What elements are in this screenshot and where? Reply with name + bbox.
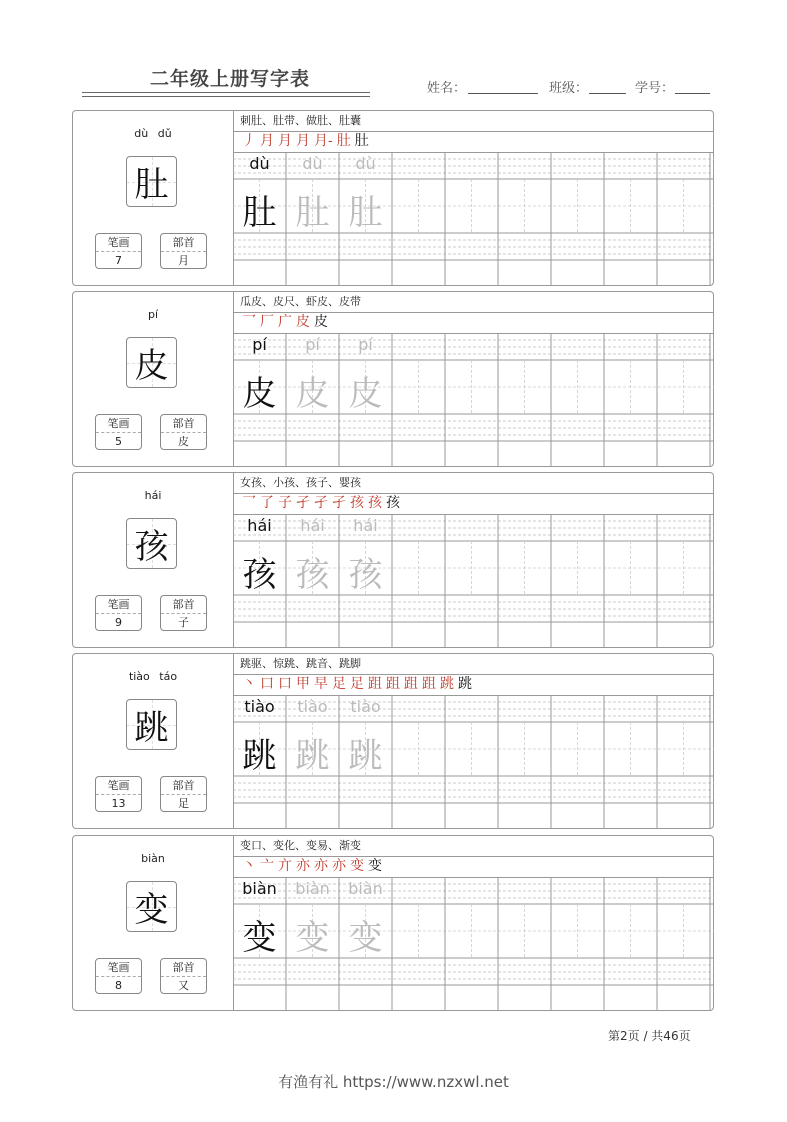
stroke-step: 亦	[332, 858, 346, 874]
pinyin-trace: tiào	[244, 697, 275, 716]
char-trace: 孩	[242, 555, 277, 595]
pinyin-trace: hái	[353, 516, 378, 535]
example-words: 跳驱、惊跳、跳音、跳脚	[233, 654, 713, 675]
stroke-count-label: 笔画	[96, 415, 141, 433]
character-card	[72, 653, 714, 829]
stroke-step: 丿	[242, 133, 256, 149]
radical-box	[160, 233, 207, 269]
stroke-step: 甲	[296, 676, 310, 692]
stroke-order	[233, 312, 713, 334]
stroke-order	[233, 493, 713, 515]
radical-label: 部首	[161, 959, 206, 977]
char-pinyin: pí	[147, 308, 159, 321]
stroke-step: 孩	[350, 495, 364, 511]
pinyin-trace: hái	[247, 516, 272, 535]
class-field[interactable]	[589, 93, 626, 94]
char-info-panel	[73, 654, 234, 828]
character-card	[72, 472, 714, 648]
char-trace: 皮	[242, 374, 277, 414]
stroke-step: 广	[278, 314, 292, 330]
character-card	[72, 835, 714, 1011]
stroke-count-label: 笔画	[96, 959, 141, 977]
radical-value: 又	[178, 979, 189, 992]
char-trace: 皮	[348, 374, 383, 414]
stroke-step: 变	[350, 858, 364, 874]
stroke-step: 跙	[422, 676, 436, 692]
char-display-box	[126, 881, 177, 932]
char-trace: 皮	[295, 374, 330, 414]
stroke-step: 孑	[296, 495, 310, 511]
char-display: 变	[134, 890, 169, 930]
stroke-step: 跙	[404, 676, 418, 692]
stroke-step: 月	[296, 133, 310, 149]
stroke-step: 乛	[242, 495, 256, 511]
stroke-count-box	[95, 414, 142, 450]
pinyin-trace: tiào	[297, 697, 328, 716]
stroke-step: 月-	[314, 133, 333, 149]
stroke-count-value: 13	[111, 797, 126, 810]
char-info-panel	[73, 836, 234, 1010]
stroke-step: 皮	[314, 314, 328, 330]
pinyin-trace: dù	[355, 154, 376, 173]
radical-box	[160, 776, 207, 812]
practice-panel	[233, 654, 713, 828]
pinyin-trace: biàn	[242, 879, 277, 898]
char-display-box	[126, 156, 177, 207]
radical-value: 足	[178, 797, 189, 810]
stroke-count-label: 笔画	[96, 596, 141, 614]
char-info-panel	[73, 292, 234, 466]
practice-panel	[233, 111, 713, 285]
stroke-order	[233, 674, 713, 696]
char-trace: 肚	[348, 193, 383, 233]
stroke-step: 皮	[296, 314, 310, 330]
stroke-count-value: 5	[115, 435, 122, 448]
example-words: 女孩、小孩、孩子、婴孩	[233, 473, 713, 494]
char-display-box	[126, 337, 177, 388]
char-trace: 孩	[348, 555, 383, 595]
radical-box	[160, 595, 207, 631]
stroke-step: 跙	[368, 676, 382, 692]
radical-label: 部首	[161, 596, 206, 614]
stroke-step: 跳	[458, 676, 472, 692]
stroke-count-value: 7	[115, 254, 122, 267]
character-card	[72, 110, 714, 286]
char-info-panel	[73, 111, 234, 285]
char-display-box	[126, 699, 177, 750]
char-trace: 变	[348, 918, 383, 958]
stroke-count-value: 9	[115, 616, 122, 629]
char-pinyin: dù dǔ	[134, 127, 172, 140]
stroke-step: 厂	[260, 314, 274, 330]
radical-label: 部首	[161, 777, 206, 795]
stroke-step: 了	[260, 495, 274, 511]
radical-box	[160, 414, 207, 450]
stroke-step: 月	[278, 133, 292, 149]
char-display-box	[126, 518, 177, 569]
practice-panel	[233, 473, 713, 647]
id-field[interactable]	[675, 93, 710, 94]
stroke-step: 足	[350, 676, 364, 692]
stroke-step: 亦	[314, 858, 328, 874]
pinyin-trace: tiào	[350, 697, 381, 716]
stroke-step: 足	[332, 676, 346, 692]
stroke-step: 孑	[332, 495, 346, 511]
char-pinyin: biàn	[141, 852, 165, 865]
char-display: 跳	[134, 708, 169, 748]
stroke-step: 肚	[354, 133, 369, 149]
stroke-step: 亣	[278, 858, 292, 874]
pinyin-trace: biàn	[295, 879, 330, 898]
radical-box	[160, 958, 207, 994]
stroke-step: 早	[314, 676, 328, 692]
watermark: 有渔有礼 https://www.nzxwl.net	[278, 1073, 509, 1091]
pinyin-trace: dù	[302, 154, 323, 173]
id-label: 学号：	[635, 81, 675, 96]
practice-panel	[233, 292, 713, 466]
pinyin-trace: biàn	[348, 879, 383, 898]
char-display: 孩	[134, 527, 169, 567]
char-trace: 肚	[242, 193, 277, 233]
pinyin-trace: pí	[358, 335, 373, 354]
pinyin-trace: pí	[305, 335, 320, 354]
stroke-step: 孩	[368, 495, 382, 511]
char-trace: 跳	[295, 736, 330, 776]
name-field[interactable]	[468, 93, 538, 94]
stroke-count-box	[95, 595, 142, 631]
title-underline	[82, 92, 370, 100]
stroke-count-value: 8	[115, 979, 122, 992]
stroke-step: 亦	[296, 858, 310, 874]
name-label: 姓名：	[427, 81, 467, 96]
stroke-step: 乛	[242, 314, 256, 330]
stroke-step: 跳	[440, 676, 454, 692]
page-title: 二年级上册写字表	[150, 68, 311, 90]
radical-value: 月	[178, 254, 189, 267]
stroke-step: 亠	[260, 858, 274, 874]
stroke-step: 肚	[336, 133, 351, 149]
char-info-panel	[73, 473, 234, 647]
char-pinyin: tiào táo	[128, 670, 178, 683]
stroke-count-box	[95, 776, 142, 812]
class-label: 班级：	[549, 81, 589, 96]
stroke-step: 孩	[386, 495, 400, 511]
stroke-step: 口	[260, 676, 274, 692]
stroke-order	[233, 131, 713, 153]
stroke-count-label: 笔画	[96, 777, 141, 795]
stroke-order	[233, 856, 713, 878]
char-trace: 变	[295, 918, 330, 958]
char-pinyin: hái	[144, 489, 162, 502]
pinyin-trace: hái	[300, 516, 325, 535]
stroke-step: 子	[278, 495, 292, 511]
radical-label: 部首	[161, 234, 206, 252]
stroke-count-box	[95, 958, 142, 994]
stroke-count-label: 笔画	[96, 234, 141, 252]
stroke-step: 口	[278, 676, 292, 692]
char-display: 肚	[134, 165, 169, 205]
stroke-step: 跙	[386, 676, 400, 692]
practice-panel	[233, 836, 713, 1010]
stroke-step: 变	[368, 858, 382, 874]
example-words: 变口、变化、变易、渐变	[233, 836, 713, 857]
page-number: 第2页 / 共46页	[608, 1029, 691, 1043]
stroke-step: 丶	[242, 676, 256, 692]
char-trace: 肚	[295, 193, 330, 233]
char-trace: 孩	[295, 555, 330, 595]
example-words: 刺肚、肚带、做肚、肚囊	[233, 111, 713, 132]
char-trace: 变	[242, 918, 277, 958]
radical-label: 部首	[161, 415, 206, 433]
pinyin-trace: dù	[249, 154, 270, 173]
radical-value: 子	[178, 616, 189, 629]
stroke-step: 丶	[242, 858, 256, 874]
character-card	[72, 291, 714, 467]
stroke-step: 孑	[314, 495, 328, 511]
char-display: 皮	[134, 346, 169, 386]
char-trace: 跳	[348, 736, 383, 776]
radical-value: 皮	[178, 435, 189, 448]
pinyin-trace: pí	[252, 335, 267, 354]
stroke-count-box	[95, 233, 142, 269]
example-words: 瓜皮、皮尺、虾皮、皮带	[233, 292, 713, 313]
stroke-step: 月	[260, 133, 274, 149]
char-trace: 跳	[242, 736, 277, 776]
